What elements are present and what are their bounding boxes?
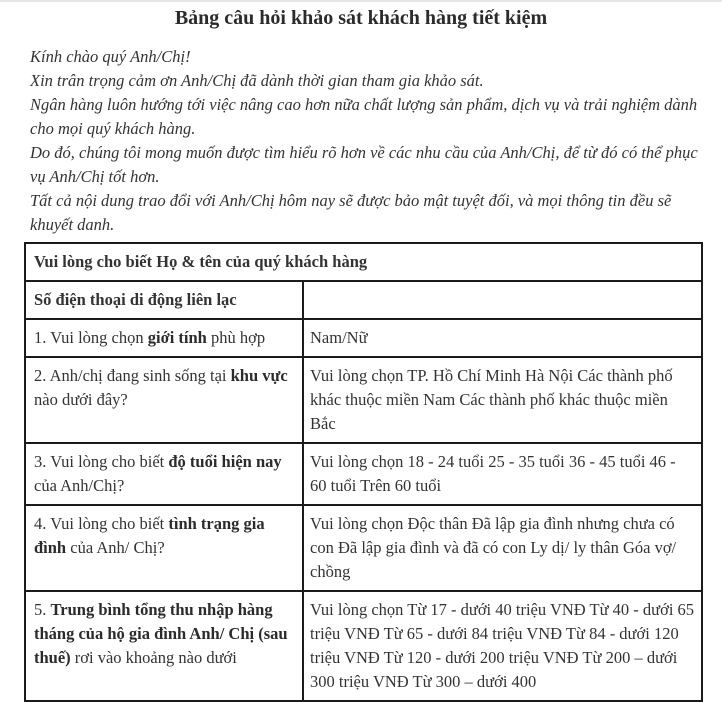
question-text: 4. Vui lòng cho biết (34, 514, 169, 533)
intro-mission: Ngân hàng luôn hướng tới việc nâng cao hơn nữa chất lượng sản phẩm, dịch vụ và trải nghiệm dành cho mọi quý khách hàng. (30, 95, 698, 138)
question-text: nào dưới đây? (34, 390, 128, 409)
answer-5-options[interactable]: Vui lòng chọn Từ 17 - dưới 40 triệu VNĐ Từ 40 - dưới 65 triệu VNĐ Từ 65 - dưới 84 triệu VNĐ Từ 84 - dưới 120 triệu VNĐ Từ 120 - dưới 200 triệu VNĐ Từ 200 – dưới 300 triệu VNĐ Từ 300 – dưới 400 (303, 591, 702, 701)
question-4 (25, 505, 303, 591)
intro-greeting: Kính chào quý Anh/Chị! (30, 47, 191, 66)
intro-privacy: Tất cả nội dung trao đổi với Anh/Chị hôm nay sẽ được bảo mật tuyệt đối, và mọi thông tin đều sẽ khuyết danh. (30, 191, 672, 234)
question-3 (25, 443, 303, 505)
question-keyword: độ tuổi hiện nay (168, 452, 282, 471)
question-text: rơi vào khoảng nào dưới (70, 648, 237, 667)
question-text: 3. Vui lòng cho biết (34, 452, 169, 471)
question-1 (25, 319, 303, 357)
intro-purpose: Do đó, chúng tôi mong muốn được tìm hiểu rõ hơn về các nhu cầu của Anh/Chị, để từ đó có thể phục vụ Anh/Chị tốt hơn. (30, 143, 698, 186)
question-text: phù hợp (206, 328, 266, 347)
table-row-question-1 (25, 319, 702, 357)
answer-2-options[interactable]: Vui lòng chọn TP. Hồ Chí Minh Hà Nội Các thành phố khác thuộc miền Nam Các thành phố khác thuộc miền Bắc (303, 357, 702, 443)
question-text: của Anh/ Chị? (66, 538, 165, 557)
question-keyword: Trung bình tổng thu nhập hàng tháng của hộ gia đình Anh/ Chị (sau thuế) (34, 600, 288, 667)
intro-text (30, 45, 700, 237)
question-text: của Anh/Chị? (34, 476, 125, 495)
question-text: 5. (34, 600, 51, 619)
table-row-question-3 (25, 443, 702, 505)
question-2 (25, 357, 303, 443)
question-keyword: tình trạng gia đình (34, 514, 265, 557)
table-row-question-2 (25, 357, 702, 443)
question-keyword: khu vực (230, 366, 288, 385)
question-text: 1. Vui lòng chọn (34, 328, 148, 347)
question-text: 2. Anh/chị đang sinh sống tại (34, 366, 231, 385)
page-title: Bảng câu hỏi khảo sát khách hàng tiết kiệm (174, 7, 548, 29)
intro-thanks: Xin trân trọng cảm ơn Anh/Chị đã dành thời gian tham gia khảo sát. (30, 71, 484, 90)
answer-1-options[interactable]: Nam/Nữ (303, 319, 702, 357)
table-row-phone (25, 281, 702, 319)
question-keyword: giới tính (147, 328, 207, 347)
survey-table (24, 242, 703, 702)
answer-3-options[interactable]: Vui lòng chọn 18 - 24 tuổi 25 - 35 tuổi 36 - 45 tuổi 46 - 60 tuổi Trên 60 tuổi (303, 443, 702, 505)
phone-field-value[interactable] (303, 281, 702, 319)
phone-field-label: Số điện thoại di động liên lạc (25, 281, 303, 319)
table-row-name (25, 243, 702, 281)
answer-4-options[interactable]: Vui lòng chọn Độc thân Đã lập gia đình nhưng chưa có con Đã lập gia đình và đã có con Ly dị/ ly thân Góa vợ/ chồng (303, 505, 702, 591)
table-row-question-4 (25, 505, 702, 591)
name-field-label[interactable]: Vui lòng cho biết Họ & tên của quý khách hàng (25, 243, 702, 281)
